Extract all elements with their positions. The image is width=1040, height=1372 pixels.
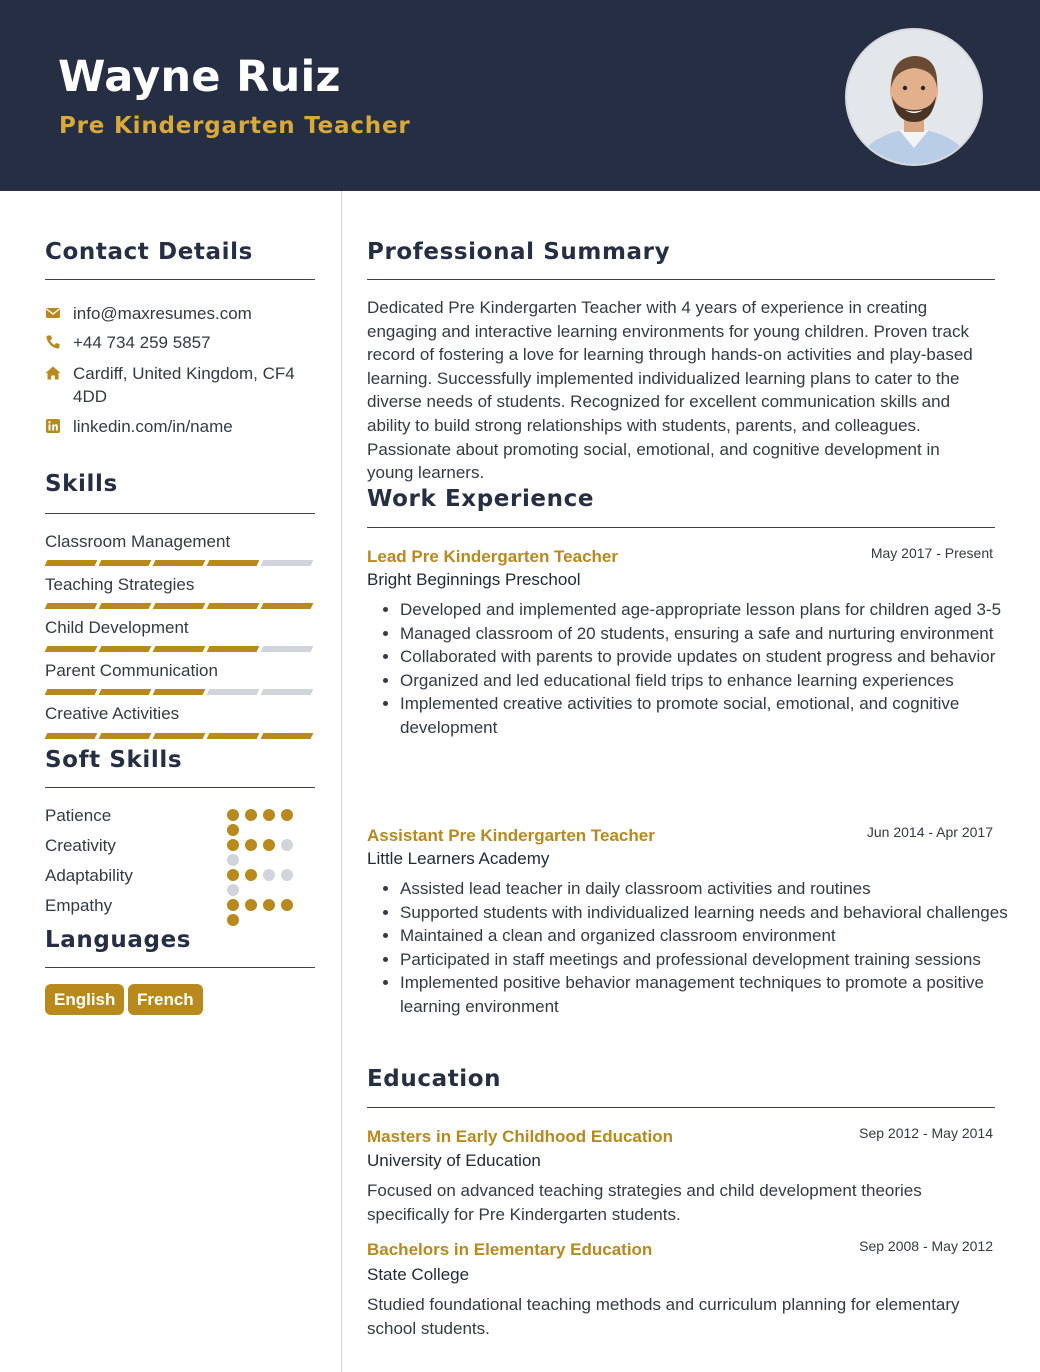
- skill-bar-segment-empty: [261, 560, 314, 566]
- skill-name: Parent Communication: [45, 661, 218, 680]
- skill-bar-segment-filled: [153, 689, 206, 695]
- contact-phone-text: +44 734 259 5857: [73, 333, 211, 352]
- job-bullet: • Developed and implemented age-appropriate lesson plans for children aged 3-5: [400, 598, 1030, 622]
- soft-skills-heading: Soft Skills: [45, 747, 183, 773]
- job-bullet: • Participated in staff meetings and professional development training sessions: [400, 948, 1030, 972]
- soft-skill-name: Adaptability: [45, 866, 133, 885]
- skill-bar-segment-filled: [45, 560, 98, 566]
- skill-bar-segment-filled: [153, 603, 206, 609]
- rating-dot-empty: [227, 884, 239, 896]
- job-title: Assistant Pre Kindergarten Teacher: [367, 826, 655, 845]
- job-bullets: [367, 598, 1030, 740]
- language-badge: French: [128, 984, 203, 1015]
- rating-dot-filled: [227, 899, 239, 911]
- job-date: May 2017 - Present: [870, 545, 993, 561]
- phone-icon: [45, 334, 61, 350]
- soft-skill-name: Empathy: [45, 896, 113, 915]
- home-icon: [45, 365, 61, 381]
- job-bullet: • Implemented creative activities to promote social, emotional, and cognitive development: [400, 692, 1030, 739]
- degree-title: Masters in Early Childhood Education: [367, 1127, 674, 1146]
- skills-heading: Skills: [45, 471, 118, 497]
- languages-rule: [45, 967, 315, 968]
- experience-rule: [367, 527, 995, 528]
- language-badge: English: [45, 984, 124, 1015]
- rating-dot-filled: [281, 809, 293, 821]
- degree-date: Sep 2008 - May 2012: [859, 1238, 993, 1254]
- candidate-name: Wayne Ruiz: [58, 52, 341, 102]
- profile-photo: [845, 28, 983, 166]
- skill-bar: [46, 560, 314, 566]
- rating-dot-empty: [263, 869, 275, 881]
- rating-dot-empty: [281, 869, 293, 881]
- job-title: Pre Kindergarten Teacher: [59, 113, 411, 139]
- languages-heading: Languages: [45, 927, 192, 953]
- summary-heading: Professional Summary: [367, 239, 671, 265]
- rating-dot-filled: [245, 809, 257, 821]
- skill-bar-segment-filled: [261, 603, 314, 609]
- skill-name: Creative Activities: [45, 704, 180, 723]
- contact-address-text: Cardiff, United Kingdom, CF4 4DD: [73, 364, 295, 406]
- degree-title: Bachelors in Elementary Education: [367, 1240, 653, 1259]
- school-name: University of Education: [367, 1151, 541, 1170]
- rating-dot-filled: [263, 899, 275, 911]
- job-bullet: • Implemented positive behavior management techniques to promote a positive learning environment: [400, 971, 1030, 1018]
- job-bullets: [367, 877, 1030, 1019]
- skill-bar-segment-filled: [45, 733, 98, 739]
- skill-bar-segment-filled: [45, 646, 98, 652]
- skill-bar-segment-empty: [207, 689, 260, 695]
- skill-bar-segment-filled: [99, 646, 152, 652]
- rating-dot-filled: [281, 899, 293, 911]
- contact-rule: [45, 279, 315, 280]
- education-rule: [367, 1107, 995, 1108]
- school-name: State College: [367, 1265, 470, 1284]
- skill-bar-segment-filled: [99, 733, 152, 739]
- contact-heading: Contact Details: [45, 239, 253, 265]
- rating-dot-filled: [227, 809, 239, 821]
- rating-dot-filled: [263, 839, 275, 851]
- envelope-icon: [45, 305, 61, 321]
- education-heading: Education: [367, 1066, 502, 1092]
- rating-dot-filled: [227, 869, 239, 881]
- job-date: Jun 2014 - Apr 2017: [866, 824, 993, 840]
- degree-description: Studied foundational teaching methods and curriculum planning for elementary school students.: [367, 1295, 960, 1338]
- job-bullet: • Supported students with individualized learning needs and behavioral challenges: [400, 901, 1030, 925]
- skill-name: Classroom Management: [45, 532, 231, 551]
- skill-bar: [46, 689, 314, 695]
- rating-dot-filled: [263, 809, 275, 821]
- job-bullet: • Organized and led educational field trips to enhance learning experiences: [400, 669, 1030, 693]
- rating-dot-filled: [245, 839, 257, 851]
- skill-bar-segment-filled: [207, 646, 260, 652]
- skill-bar-segment-filled: [99, 603, 152, 609]
- job-bullet: • Managed classroom of 20 students, ensuring a safe and nurturing environment: [400, 622, 1030, 646]
- skill-bar-segment-filled: [99, 689, 152, 695]
- rating-dot-empty: [227, 854, 239, 866]
- contact-email-text: info@maxresumes.com: [73, 304, 252, 323]
- job-bullet: • Assisted lead teacher in daily classroom activities and routines: [400, 877, 1030, 901]
- summary-rule: [367, 279, 995, 280]
- linkedin-icon: [45, 418, 61, 434]
- skill-bar: [46, 646, 314, 652]
- skill-bar: [46, 603, 314, 609]
- skill-bar-segment-filled: [45, 689, 98, 695]
- job-title: Lead Pre Kindergarten Teacher: [367, 547, 618, 566]
- contact-linkedin-text: linkedin.com/in/name: [73, 417, 233, 436]
- rating-dot-filled: [245, 899, 257, 911]
- soft-skills-rule: [45, 787, 315, 788]
- skill-bar-segment-filled: [99, 560, 152, 566]
- degree-date: Sep 2012 - May 2014: [859, 1125, 993, 1141]
- rating-dot-filled: [227, 824, 239, 836]
- rating-dot-empty: [281, 839, 293, 851]
- job-bullet: • Collaborated with parents to provide updates on student progress and behavior: [400, 645, 1030, 669]
- skill-name: Teaching Strategies: [45, 575, 195, 594]
- skill-bar-segment-filled: [153, 733, 206, 739]
- skill-bar-segment-filled: [153, 560, 206, 566]
- skill-bar: [46, 733, 314, 739]
- rating-dot-filled: [227, 914, 239, 926]
- skill-bar-segment-filled: [261, 733, 314, 739]
- skill-bar-segment-filled: [153, 646, 206, 652]
- column-divider: [341, 191, 342, 1372]
- skill-bar-segment-filled: [207, 560, 260, 566]
- job-org: Little Learners Academy: [367, 849, 550, 868]
- skill-bar-segment-empty: [261, 689, 314, 695]
- summary-text: Dedicated Pre Kindergarten Teacher with 4 years of experience in creating engaging and interactive learning environments for young children. Proven track record of fostering a love for learning through hands-on activities and play-based learning. Successfully implemented individualized learning plans to cater to the diverse needs of students. Recognized for excellent communication skills and ability to build strong relationships with students, parents, and colleagues. Passionate about promoting social, emotional, and cognitive development in young learners.: [367, 298, 973, 483]
- rating-dot-filled: [245, 869, 257, 881]
- degree-description: Focused on advanced teaching strategies and child development theories specifically for Pre Kindergarten students.: [367, 1181, 922, 1224]
- soft-skill-name: Creativity: [45, 836, 116, 855]
- rating-dot-filled: [227, 839, 239, 851]
- skill-bar-segment-filled: [45, 603, 98, 609]
- job-bullet: • Maintained a clean and organized classroom environment: [400, 924, 1030, 948]
- skill-name: Child Development: [45, 618, 189, 637]
- soft-skill-name: Patience: [45, 806, 112, 825]
- skill-bar-segment-filled: [207, 603, 260, 609]
- skill-bar-segment-filled: [207, 733, 260, 739]
- job-org: Bright Beginnings Preschool: [367, 570, 581, 589]
- skill-bar-segment-empty: [261, 646, 314, 652]
- experience-heading: Work Experience: [367, 486, 595, 512]
- skills-rule: [45, 513, 315, 514]
